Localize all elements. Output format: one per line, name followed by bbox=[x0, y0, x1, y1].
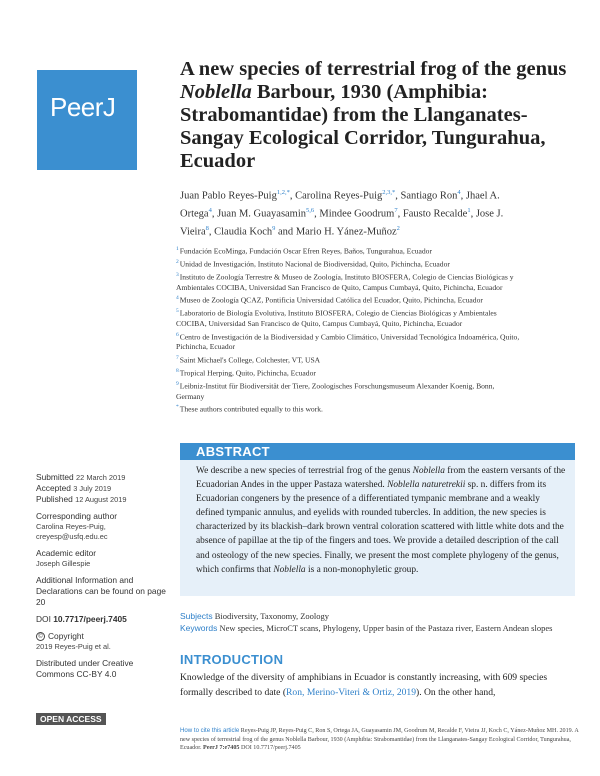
corresponding-author-label: Corresponding author bbox=[36, 511, 118, 521]
author-name: Juan M. Guayasamin bbox=[217, 208, 307, 220]
affiliation-number: 1 bbox=[176, 246, 179, 252]
title-genus: Noblella bbox=[180, 81, 252, 103]
author-name: Mario H. Yánez-Muñoz bbox=[295, 226, 397, 238]
license-text: Distributed under Creative Commons CC-BY 4.0 bbox=[36, 658, 134, 679]
subjects-keywords bbox=[180, 610, 575, 634]
corresponding-author-email[interactable]: creyesp@usfq.edu.ec bbox=[36, 532, 108, 541]
article-sidebar bbox=[36, 472, 166, 680]
keywords-text: New species, MicroCT scans, Phylogeny, Upper basin of the Pastaza river, Eastern Andean slopes bbox=[219, 623, 553, 633]
affiliation-number: * bbox=[176, 404, 179, 411]
affiliation-text: Museo de Zoología QCAZ, Pontificia Universidad Católica del Ecuador, Quito, Pichincha, Ecuador bbox=[179, 295, 483, 305]
affiliation-list bbox=[176, 244, 521, 415]
author-affiliation-marker: 4 bbox=[457, 189, 461, 196]
peerj-logo bbox=[37, 70, 137, 170]
intro-part: Knowledge of the diversity of amphibians in Ecuador is constantly increasing, with 609 species formally described to date ( bbox=[180, 672, 548, 698]
author-name: Claudia Koch bbox=[214, 226, 273, 238]
affiliation-item bbox=[176, 366, 521, 379]
article-title bbox=[180, 58, 580, 173]
affiliation-number: 5 bbox=[176, 308, 179, 315]
affiliation-item bbox=[176, 330, 521, 353]
affiliation-number: 3 bbox=[176, 271, 179, 278]
author-name: Santiago Ron bbox=[400, 190, 458, 202]
author-affiliation-marker: 1 bbox=[467, 207, 471, 214]
abstract-heading-bar bbox=[180, 443, 575, 460]
affiliation-number: 9 bbox=[176, 380, 179, 387]
academic-editor-label: Academic editor bbox=[36, 548, 97, 558]
abstract-heading: ABSTRACT bbox=[196, 444, 270, 459]
affiliation-text: Centro de Investigación de la Biodiversidad y Cambio Climático, Universidad Tecnológica Indoamérica, Quito, Pichincha, Ecuador bbox=[176, 332, 520, 352]
author-separator: , bbox=[289, 190, 296, 202]
abstract-genus: Noblella bbox=[273, 564, 306, 575]
affiliation-number: 4 bbox=[176, 295, 179, 302]
abstract-part: is a non-monophyletic group. bbox=[305, 564, 419, 575]
abstract-species: Noblella naturetrekii bbox=[387, 480, 466, 491]
how-to-cite bbox=[180, 727, 580, 753]
author-affiliation-marker: 4 bbox=[208, 207, 212, 214]
author-separator: , bbox=[460, 190, 466, 202]
abstract-part: from the eastern versants of the Ecuadorian Andes in the upper Pastaza watershed. bbox=[196, 466, 566, 491]
affiliation-text: Laboratorio de Biología Evolutiva, Instituto BIOSFERA, Colegio de Ciencias Biológicas y Ambientales COCIBA, Universidad San Francisco de Quito, Campus Cumbayá, Quito, Pichincha, Ecuador bbox=[176, 308, 497, 329]
author-affiliation-marker: 8 bbox=[205, 225, 209, 232]
affiliation-item bbox=[176, 293, 521, 306]
author-affiliation-marker: 7 bbox=[394, 207, 398, 214]
doi-line: DOI 10.7717/peerj.7405 bbox=[36, 614, 127, 624]
affiliation-number: 6 bbox=[176, 331, 179, 338]
accepted-date: Accepted 3 July 2019 bbox=[36, 483, 112, 493]
affiliation-item bbox=[176, 402, 521, 415]
author-affiliation-marker: 1,2,* bbox=[276, 189, 290, 196]
introduction-heading: INTRODUCTION bbox=[180, 652, 284, 667]
logo-text: PeerJ bbox=[50, 92, 116, 122]
subjects-line bbox=[180, 610, 575, 622]
author-separator: , bbox=[314, 208, 320, 220]
affiliation-number: 7 bbox=[176, 354, 179, 361]
author-affiliation-marker: 9 bbox=[272, 225, 276, 232]
title-part-2: Barbour, 1930 (Amphibia: Strabomantidae) from the Llanganates-Sangay Ecological Corridor, Tungurahua, Ecuador bbox=[180, 81, 546, 172]
affiliation-number: 8 bbox=[176, 367, 179, 374]
author-separator: , bbox=[395, 190, 401, 202]
title-part-1: A new species of terrestrial frog of the genus bbox=[180, 58, 567, 80]
cite-journal: PeerJ 7:e7405 bbox=[203, 745, 240, 752]
affiliation-number: 2 bbox=[176, 258, 179, 265]
submitted-date: Submitted 22 March 2019 bbox=[36, 472, 126, 482]
affiliation-text: Leibniz-Institut für Biodiversität der Tiere, Zoologisches Forschungsmuseum Alexander Koenig, Bonn, Germany bbox=[176, 381, 495, 401]
cite-label: How to cite this article bbox=[180, 727, 240, 734]
published-date: Published 12 August 2019 bbox=[36, 494, 127, 504]
intro-reference-link[interactable]: Ron, Merino-Viteri & Ortiz, 2019 bbox=[286, 686, 417, 698]
author-list bbox=[180, 186, 520, 240]
keywords-label: Keywords bbox=[180, 623, 218, 633]
abstract-part: sp. n. differs from its Ecuadorian congeners by the presence of a differentiated tympanic membrane and a weakly defined tympanic annulus, and eyelids with rounded tubercles. In addition, the new species is characterized by its blackish–dark brown ventral coloration scattered with little white dots and the absence of papillae at the tip of the fingers and toes. We provide a detailed description of the call and osteology of the new species. Finally, we present the most complete phylogeny of the genus, which confirms that bbox=[196, 480, 564, 575]
subjects-text: Biodiversity, Taxonomy, Zoology bbox=[214, 611, 330, 621]
author-separator: , bbox=[211, 208, 218, 220]
author-separator: , bbox=[470, 208, 476, 220]
copyright-holder: 2019 Reyes-Puig et al. bbox=[36, 642, 111, 651]
affiliation-item bbox=[176, 270, 521, 293]
cite-text: Reyes-Puig JP, Reyes-Puig C, Ron S, Ortega JA, Guayasamin JM, Goodrum M, Recalde F, Vieira JJ, Koch C, Yánez-Muñoz MH. 2019. A new species of terrestrial frog of the genus Noblella Barbour, 1930 (Amphibia: Strabomantidae) from the Llanganates-Sangay Ecological Corridor, Tungurahua, Ecuador. bbox=[180, 728, 579, 752]
affiliation-item bbox=[176, 257, 521, 270]
author-affiliation-marker: 2,3,* bbox=[382, 189, 396, 196]
copyright-icon: © bbox=[36, 632, 45, 641]
author-name: Jose J. Vieira bbox=[180, 208, 504, 238]
keywords-line bbox=[180, 622, 575, 634]
author-affiliation-marker: 5,6 bbox=[306, 207, 315, 214]
author-separator: , bbox=[397, 208, 403, 220]
corresponding-author-name: Carolina Reyes-Puig, bbox=[36, 522, 106, 531]
affiliation-item bbox=[176, 379, 521, 402]
author-name: Mindee Goodrum bbox=[319, 208, 395, 220]
abstract-genus: Noblella bbox=[412, 466, 445, 476]
abstract-part: We describe a new species of terrestrial frog of the genus bbox=[196, 466, 413, 476]
abstract-text bbox=[196, 464, 568, 577]
affiliation-text: Fundación EcoMinga, Fundación Oscar Efren Reyes, Baños, Tungurahua, Ecuador bbox=[179, 246, 432, 256]
additional-information: Additional Information and Declarations can be found on page 20 bbox=[36, 575, 166, 607]
affiliation-text: These authors contributed equally to this work. bbox=[179, 404, 323, 414]
author-affiliation-marker: 2 bbox=[396, 225, 400, 232]
affiliation-item bbox=[176, 353, 521, 366]
affiliation-item bbox=[176, 306, 521, 329]
author-name: Juan Pablo Reyes-Puig bbox=[180, 190, 277, 202]
author-separator: , bbox=[208, 226, 215, 238]
academic-editor-name: Joseph Gillespie bbox=[36, 559, 91, 568]
intro-part: ). On the other hand, bbox=[416, 686, 496, 698]
affiliation-text: Saint Michael's College, Colchester, VT, USA bbox=[179, 355, 321, 365]
affiliation-text: Unidad de Investigación, Instituto Nacional de Biodiversidad, Quito, Pichincha, Ecuador bbox=[179, 259, 450, 269]
open-access-badge: OPEN ACCESS bbox=[36, 713, 106, 725]
copyright-label: © Copyright bbox=[36, 631, 166, 642]
doi-link[interactable]: 10.7717/peerj.7405 bbox=[53, 614, 127, 624]
author-name: Jhael A. Ortega bbox=[180, 190, 500, 220]
author-separator: and bbox=[275, 226, 296, 238]
subjects-label: Subjects bbox=[180, 611, 213, 621]
affiliation-item bbox=[176, 244, 521, 257]
author-name: Fausto Recalde bbox=[402, 208, 468, 220]
affiliation-text: Tropical Herping, Quito, Pichincha, Ecuador bbox=[179, 368, 316, 378]
affiliation-text: Instituto de Zoología Terrestre & Museo de Zoología, Instituto BIOSFERA, Colegio de Ciencias Biológicas y Ambientales COCIBA, Universidad San Francisco de Quito, Campus Cumbayá, Quito, Pichincha, Ecuador bbox=[176, 272, 514, 292]
introduction-text bbox=[180, 671, 580, 700]
cite-doi[interactable]: DOI 10.7717/peerj.7405 bbox=[240, 745, 301, 752]
author-name: Carolina Reyes-Puig bbox=[295, 190, 383, 202]
